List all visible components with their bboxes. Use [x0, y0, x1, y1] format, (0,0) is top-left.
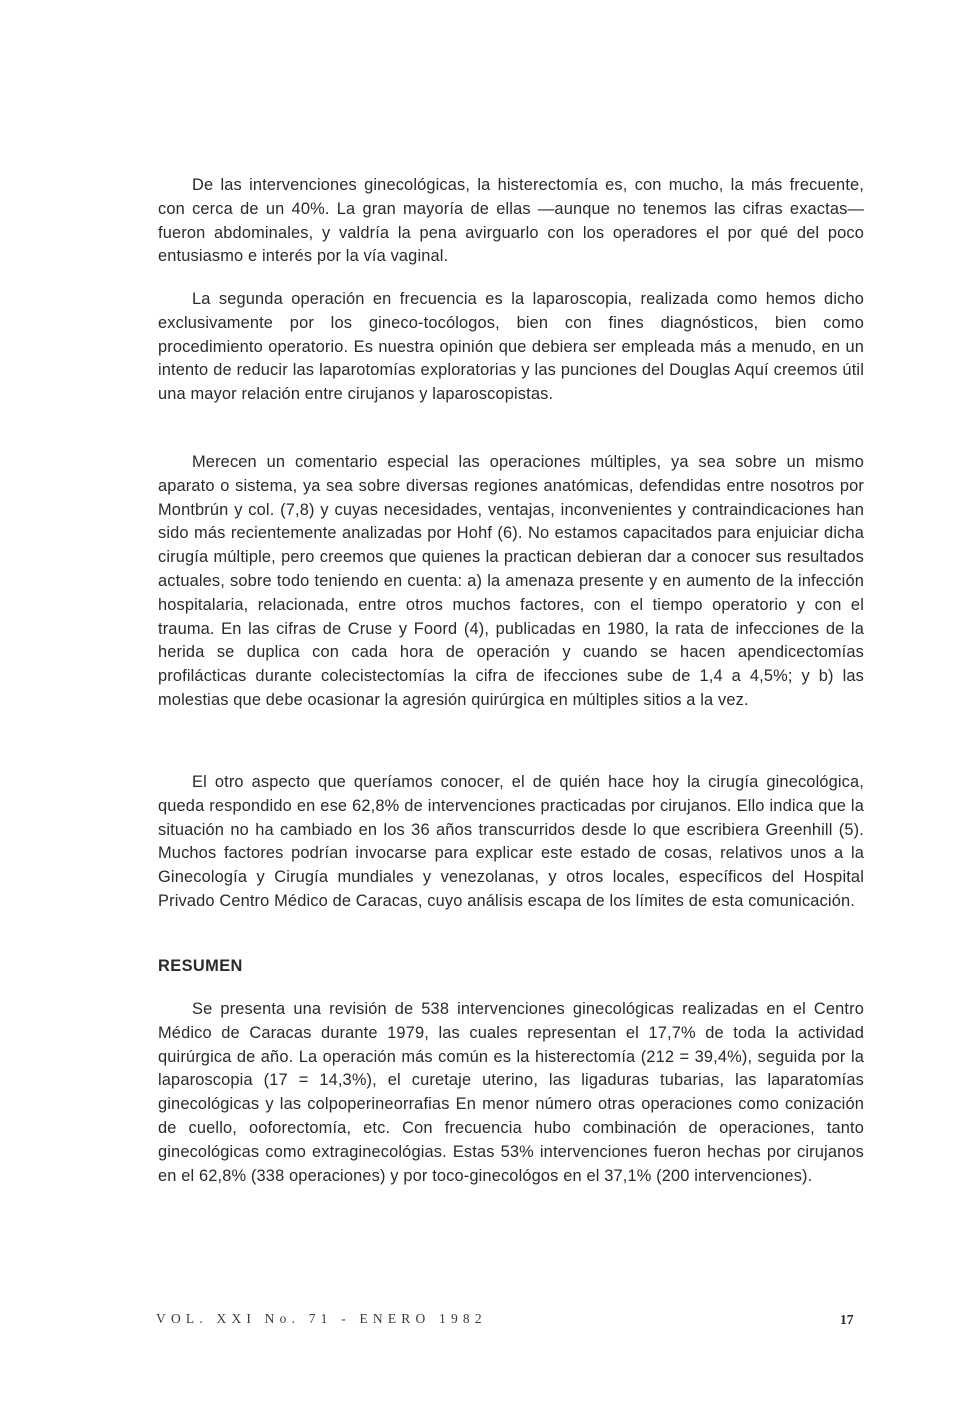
body-section: [158, 288, 864, 407]
body-section: [158, 174, 864, 269]
paragraph-cirugia-ginecologica: El otro aspecto que queríamos conocer, el de quién hace hoy la cirugía ginecológica, queda respondido en ese 62,8% de intervenciones practicadas por cirujanos. Ello indica que la situación no ha cambiado en los 36 años transcurridos desde lo que escribiera Greenhill (5). Muchos factores podrían invocarse para explicar este estado de cosas, relativos unos a la Ginecología y Cirugía mundiales y venezolanas, y otros locales, específicos del Hospital Privado Centro Médico de Caracas, cuyo análisis escapa de los límites de esta comunicación.: [158, 773, 864, 910]
body-section: [158, 451, 864, 713]
paragraph-operaciones-multiples: Merecen un comentario especial las operaciones múltiples, ya sea sobre un mismo aparato o sistema, ya sea sobre diversas regiones anatómicas, defendidas entre nosotros por Montbrún y col. (7,8) y cuyas necesidades, ventajas, inconvenientes y contraindicaciones han sido más recientemente analizadas por Hohf (6). No estamos capacitados para enjuiciar dicha cirugía múltiple, pero creemos que quienes la practican debieran dar a conocer sus resultados actuales, sobre todo teniendo en cuenta: a) la amenaza presente y en aumento de la infección hospitalaria, relacionada, entre otros muchos factores, con el tiempo operatorio y con el trauma. En las cifras de Cruse y Foord (4), publicadas en 1980, la rata de infecciones de la herida se duplica con cada hora de operación y cuando se hacen apendicectomías profilácticas durante colecistectomías la cifra de ifecciones sube de 1,4 a 4,5%; y b) las molestias que debe ocasionar la agresión quirúrgica en múltiples sitios a la vez.: [158, 453, 864, 709]
paragraph-histerectomia: De las intervenciones ginecológicas, la histerectomía es, con mucho, la más frecuente, con cerca de un 40%. La gran mayoría de ellas —aunque no tenemos las cifras exactas— fueron abdominales, y valdría la pena avirguarlo con los operadores el por qué del poco entusiasmo e interés por la vía vaginal.: [158, 176, 864, 266]
body-section: [158, 771, 864, 914]
summary-heading: RESUMEN: [158, 957, 243, 975]
summary-section: [158, 998, 864, 1188]
journal-issue-footer: VOL. XXI No. 71 - ENERO 1982: [156, 1311, 487, 1326]
paragraph-laparoscopia: La segunda operación en frecuencia es la laparoscopia, realizada como hemos dicho exclusivamente por los gineco-tocólogos, bien con fines diagnósticos, bien como procedimiento operatorio. Es nuestra opinión que debiera ser empleada más a menudo, en un intento de reducir las laparotomías exploratorias y las punciones del Douglas Aquí creemos útil una mayor relación entre cirujanos y laparoscopistas.: [158, 290, 864, 404]
page-number: 17: [840, 1312, 854, 1327]
summary-paragraph: Se presenta una revisión de 538 intervenciones ginecológicas realizadas en el Centro Médico de Caracas durante 1979, las cuales representan el 17,7% de toda la actividad quirúrgica de año. La operación más común es la histerectomía (212 = 39,4%), seguida por la laparoscopia (17 = 14,3%), el curetaje uterino, las ligaduras tubarias, las laparatomías ginecológicas y las colpoperineorrafias En menor número otras operaciones como conización de cuello, ooforectomía, etc. Con frecuencia hubo combinación de operaciones, tanto ginecológicas como extraginecológias. Estas 53% intervenciones fueron hechas por cirujanos en el 62,8% (338 operaciones) y por toco-ginecológos en el 37,1% (200 intervenciones).: [158, 1000, 864, 1185]
